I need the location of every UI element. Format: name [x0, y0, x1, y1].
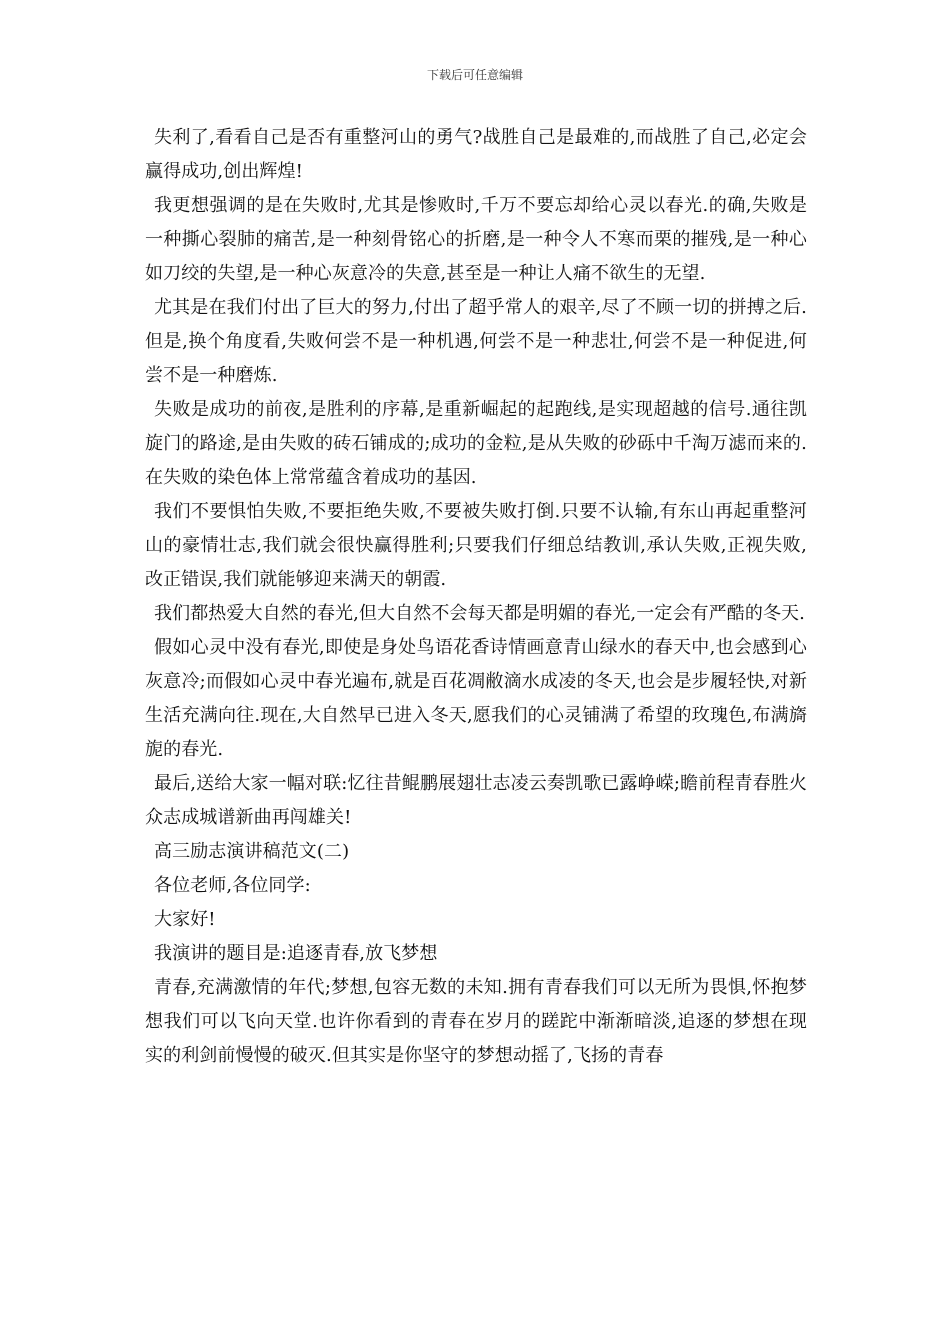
paragraph: 我们都热爱大自然的春光,但大自然不会每天都是明媚的春光,一定会有严酷的冬天. [154, 603, 805, 624]
paragraph: 我们不要惧怕失败,不要拒绝失败,不要被失败打倒.只要不认输,有东山再起重整河山的豪情壮志,我们就会很快赢得胜利;只要我们仔细总结教训,承认失败,正视失败,改正错误,我们就能够迎来满天的朝霞. [145, 501, 807, 590]
salutation: 各位老师,各位同学: [154, 875, 311, 896]
paragraph: 失败是成功的前夜,是胜利的序幕,是重新崛起的起跑线,是实现超越的信号.通往凯旋门的路途,是由失败的砖石铺成的;成功的金粒,是从失败的砂砾中千淘万滤而来的.在失败的染色体上常常蕴含着成功的基因. [145, 399, 807, 488]
paragraph: 尤其是在我们付出了巨大的努力,付出了超乎常人的艰辛,尽了不顾一切的拼搏之后.但是,换个角度看,失败何尝不是一种机遇,何尝不是一种悲壮,何尝不是一种促进,何尝不是一种磨炼. [145, 297, 807, 386]
greeting: 大家好! [154, 909, 216, 930]
paragraph: 最后,送给大家一幅对联:忆往昔鲲鹏展翅壮志凌云奏凯歌已露峥嵘;瞻前程青春胜火众志成城谱新曲再闯雄关! [145, 773, 807, 828]
paragraph: 我更想强调的是在失败时,尤其是惨败时,千万不要忘却给心灵以春光.的确,失败是一种撕心裂肺的痛苦,是一种刻骨铭心的折磨,是一种令人不寒而栗的摧残,是一种心如刀绞的失望,是一种心灰意冷的失意,甚至是一种让人痛不欲生的无望. [145, 195, 807, 284]
document-body [145, 121, 807, 1073]
section-title: 高三励志演讲稿范文(二) [154, 841, 350, 862]
page-header-note: 下载后可任意编辑 [426, 68, 523, 82]
paragraph: 青春,充满激情的年代;梦想,包容无数的未知.拥有青春我们可以无所为畏惧,怀抱梦想我们可以飞向天堂.也许你看到的青春在岁月的蹉跎中渐渐暗淡,追逐的梦想在现实的利剑前慢慢的破灭.但其实是你坚守的梦想动摇了,飞扬的青春 [145, 977, 807, 1066]
paragraph: 假如心灵中没有春光,即使是身处鸟语花香诗情画意青山绿水的春天中,也会感到心灰意冷;而假如心灵中春光遍布,就是百花凋敝滴水成凌的冬天,也会是步履轻快,对新生活充满向往.现在,大自然早已进入冬天,愿我们的心灵铺满了希望的玫瑰色,布满旖旎的春光. [145, 637, 807, 760]
speech-topic: 我演讲的题目是:追逐青春,放飞梦想 [154, 943, 438, 964]
paragraph: 失利了,看看自己是否有重整河山的勇气?战胜自己是最难的,而战胜了自己,必定会赢得成功,创出辉煌! [145, 127, 807, 182]
